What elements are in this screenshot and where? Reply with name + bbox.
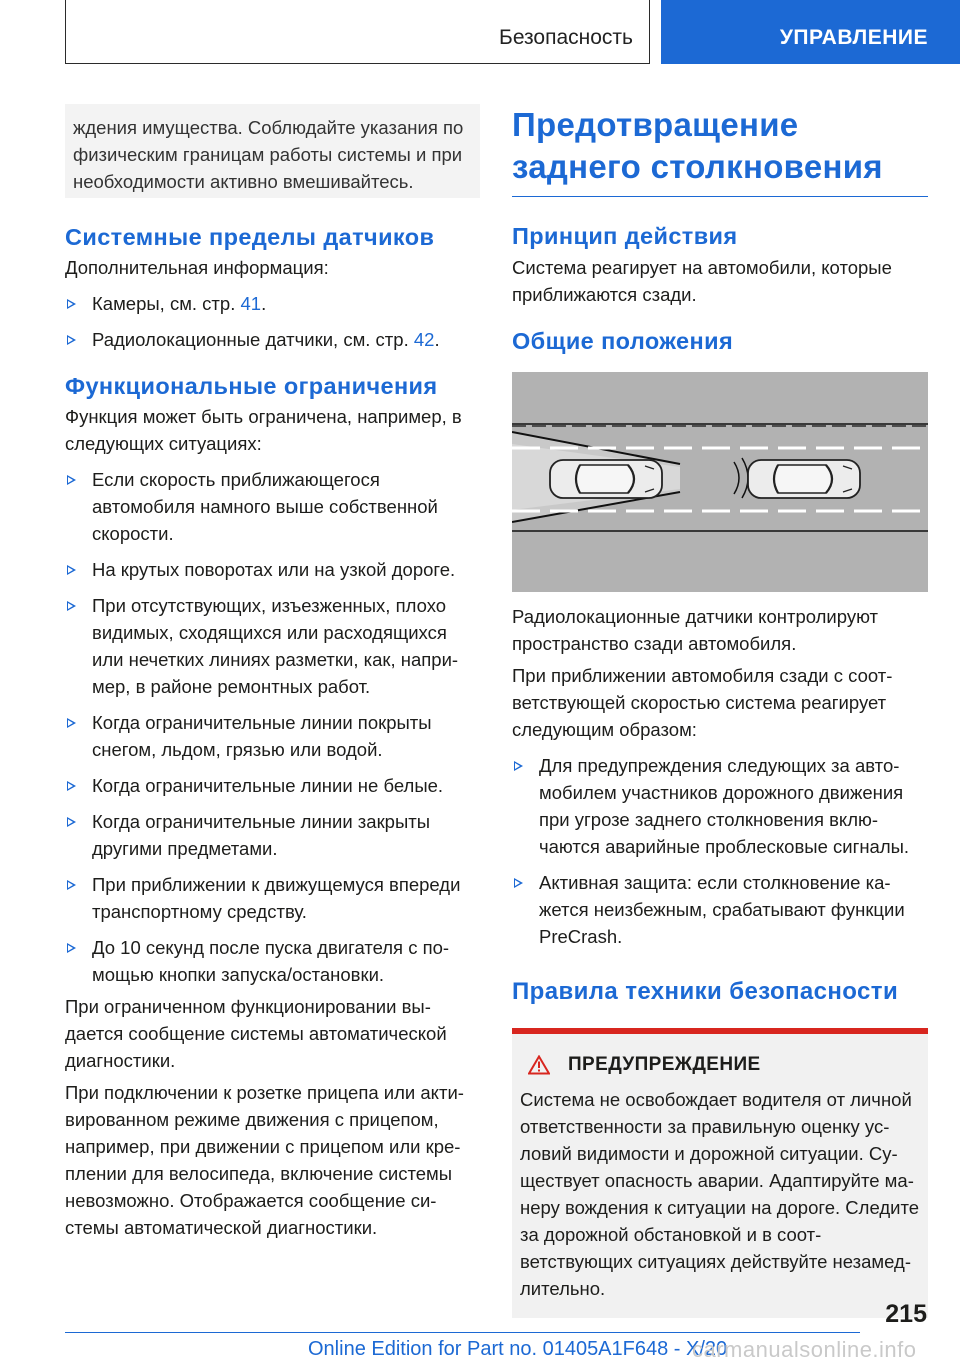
title-rule [512,196,928,197]
warning-triangle-icon [528,1055,550,1075]
list-item: Камеры, см. стр. 41. [65,290,480,317]
page-number: 215 [885,1300,927,1328]
page-link-41[interactable]: 41 [240,293,262,314]
bullet-triangle-icon [514,761,523,771]
radar-rear-car-illustration [512,372,928,592]
sensor-limits-heading: Системные пределы датчиков [65,224,435,250]
bullet-triangle-icon [514,878,523,888]
list-item: Для предупреждения следующих за автомобилем участников дорожного движения при угрозе заднего столкновения включаются аварийные проблесковые сигналы. [512,752,928,860]
bullet-triangle-icon [67,335,76,345]
header-section-title: Безопасность [499,26,633,49]
func-limits-intro: Функция может быть ограничена, например, в следующих ситуациях: [65,406,462,454]
list-item: Если скорость приближающегося автомобиля намного выше собственной скорости. [65,466,480,547]
edition-text: Online Edition for Part no. 01405A1F648 - X/20 [308,1338,728,1360]
func-limits-heading: Функциональные ограничения [65,373,438,399]
header-chapter-tab[interactable]: УПРАВЛЕНИЕ [661,0,960,64]
bullet-triangle-icon [67,299,76,309]
list-item: Радиолокационные датчики, см. стр. 42. [65,326,480,353]
right-column [512,104,928,1318]
page-title: Предотвращение заднего столкновения [512,106,883,185]
list-item: До 10 секунд после пуска двигателя с помощью кнопки запуска/остановки. [65,934,480,988]
warning-title-row [520,1054,920,1076]
list-item: Активная защита: если столкновение кажется неизбежным, срабатывают функции PreCrash. [512,869,928,950]
continued-note-box [65,104,480,198]
left-column [65,104,480,1241]
list-item: При отсутствующих, изъезженных, плохо видимых, сходящихся или расходящихся или нечетких линиях разметки, как, например, в районе ремонтных работ. [65,592,480,700]
page-link-42[interactable]: 42 [413,329,435,350]
list-item: На крутых поворотах или на узкой дороге. [65,556,480,583]
sensor-limits-intro: Дополнительная информация: [65,257,329,278]
general-heading: Общие положения [512,328,734,354]
list-item: При приближении к движущемуся впереди транспортному средству. [65,871,480,925]
bullet-triangle-icon [67,781,76,791]
general-paragraph-1: Радиолокационные датчики контролируют пространство сзади автомобиля. [512,606,879,654]
list-item: Когда ограничительные линии закрыты другими предметами. [65,808,480,862]
bullet-triangle-icon [67,718,76,728]
warning-title: ПРЕДУПРЕЖДЕНИЕ [568,1054,761,1075]
bullet-triangle-icon [67,565,76,575]
warning-text: Система не освобождает водителя от личной ответственности за правильную оценку условий видимости и дорожной ситуации. Существует опасность аварии. Адаптируйте манеру вождения к ситуации на дороге. Следите за дорожной обстановкой и в соответствующих ситуациях действуйте незамедлительно. [520,1089,920,1299]
bullet-triangle-icon [67,475,76,485]
watermark-text: carmanualsonline.info [692,1337,917,1362]
road-illustration-svg [512,372,928,592]
func-limits-paragraph-2: При подключении к розетке прицепа или активированном режиме движения с прицепом, например, при движении с прицепом или креплении для велосипеда, включение системы невозможно. Отображается сообщение системы автоматической диагностики. [65,1082,464,1238]
footer-rule [65,1332,860,1333]
bullet-triangle-icon [67,601,76,611]
bullet-triangle-icon [67,880,76,890]
principle-text: Система реагирует на автомобили, которые приближаются сзади. [512,257,892,305]
warning-box [512,1028,928,1318]
list-item: Когда ограничительные линии покрыты снегом, льдом, грязью или водой. [65,709,480,763]
safety-heading: Правила техники безопасности [512,978,899,1005]
principle-heading: Принцип действия [512,223,738,249]
func-limits-paragraph-1: При ограниченном функционировании выдается сообщение системы автоматической диагностики. [65,996,447,1071]
bullet-triangle-icon [67,817,76,827]
general-paragraph-2: При приближении автомобиля сзади с соответствующей скоростью система реагирует следующим образом: [512,665,893,740]
continued-note-text: ждения имущества. Соблюдайте указания по физическим границам работы системы и при необходимости активно вмешивайтесь. [73,117,464,192]
bullet-triangle-icon [67,943,76,953]
list-item: Когда ограничительные линии не белые. [65,772,480,799]
